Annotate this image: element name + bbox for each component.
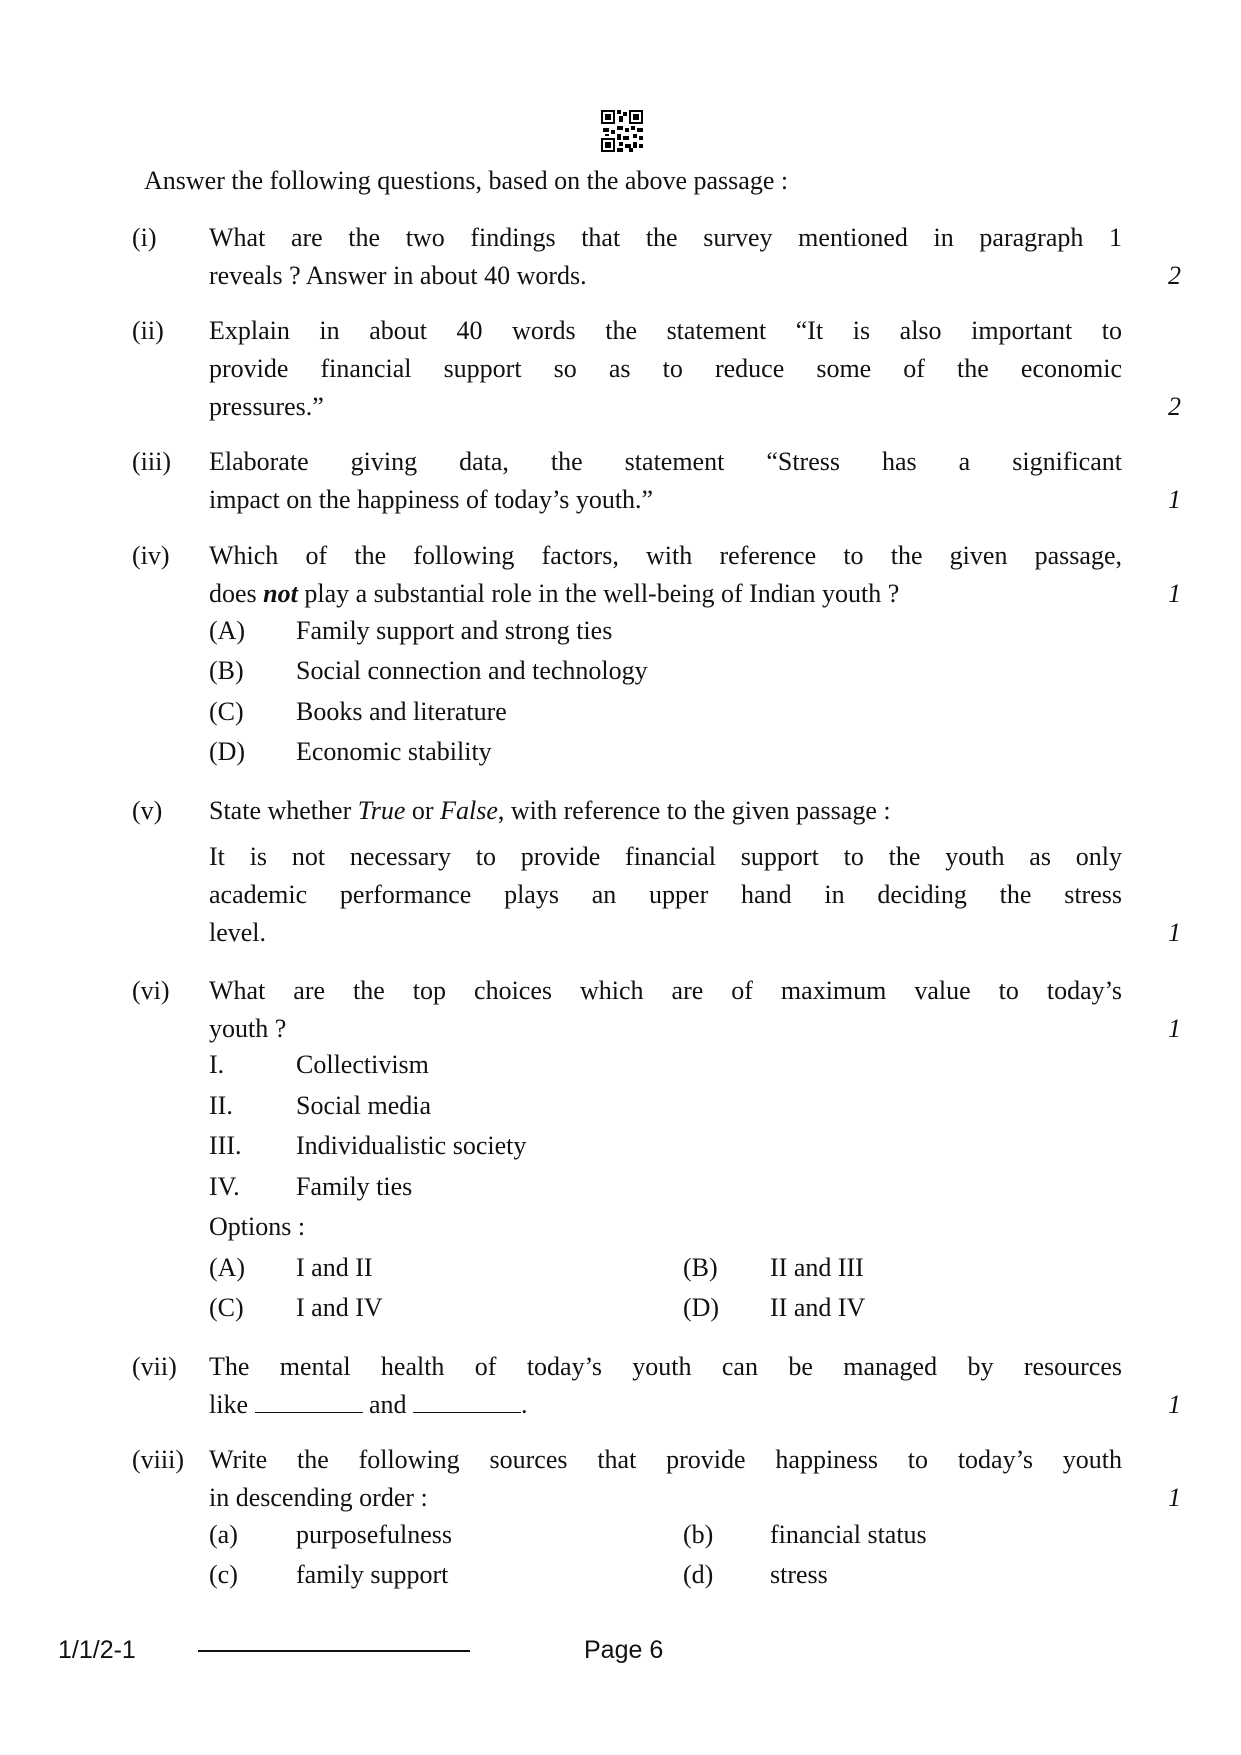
item-label: I. [209,1050,225,1079]
option-label: (D) [209,737,246,766]
fill-blank-1[interactable] [255,1386,363,1413]
marks: 1 [1168,485,1181,514]
option-label: (B) [209,656,244,685]
question-number: (v) [132,796,163,825]
marks: 1 [1168,1014,1181,1043]
option-text: Family support and strong ties [296,616,613,645]
question-number: (vi) [132,976,170,1005]
question-text: What are the top choices which are of maximum value to today’s [209,976,1122,1005]
text-segment: or [405,796,441,825]
footer-divider [198,1650,470,1652]
option-text: II and III [770,1253,864,1282]
question-text: Elaborate giving data, the statement “Stress has a significant [209,447,1122,476]
option-text: I and IV [296,1293,383,1322]
marks: 1 [1168,1483,1181,1512]
instructions-heading: Answer the following questions, based on the above passage : [144,166,789,195]
fill-blank-2[interactable] [413,1386,521,1413]
question-text: reveals ? Answer in about 40 words. [209,261,587,290]
option-label: (C) [209,1293,244,1322]
item-text: Family ties [296,1172,413,1201]
item-text: Collectivism [296,1050,429,1079]
item-label: II. [209,1091,233,1120]
option-label: (b) [683,1520,714,1549]
emphasis-not: not [263,579,298,608]
text-segment: like [209,1390,248,1419]
question-text: Explain in about 40 words the statement “It is also important to [209,316,1122,345]
option-label: (a) [209,1520,238,1549]
false-word: False [440,796,498,825]
question-number: (ii) [132,316,164,345]
text-segment: play a substantial role in the well-being of Indian youth ? [297,579,900,608]
statement-text: It is not necessary to provide financial support to the youth as only [209,842,1122,871]
item-text: Social media [296,1091,432,1120]
text-segment: does [209,579,264,608]
page-number: Page 6 [584,1636,664,1664]
qr-code-icon [601,110,643,152]
question-text: Which of the following factors, with reference to the given passage, [209,541,1122,570]
option-label: (D) [683,1293,720,1322]
item-label: IV. [209,1172,240,1201]
question-text: The mental health of today’s youth can be managed by resources [209,1352,1122,1381]
statement-text: level. [209,918,267,947]
option-label: (A) [209,616,246,645]
marks: 1 [1168,918,1181,947]
statement-text: academic performance plays an upper hand in deciding the stress [209,880,1122,909]
marks: 1 [1168,579,1181,608]
question-number: (iv) [132,541,170,570]
question-number: (i) [132,223,157,252]
marks: 2 [1168,392,1181,421]
option-label: (C) [209,697,244,726]
question-text: in descending order : [209,1483,428,1512]
option-text: II and IV [770,1293,866,1322]
option-label: (d) [683,1560,714,1589]
question-text: pressures.” [209,392,324,421]
text-segment: . [521,1390,528,1419]
question-number: (viii) [132,1445,184,1474]
options-heading: Options : [209,1212,306,1241]
option-text: Economic stability [296,737,492,766]
option-label: (A) [209,1253,246,1282]
option-label: (B) [683,1253,718,1282]
question-text [209,1386,1122,1424]
option-text: financial status [770,1520,927,1549]
item-text: Individualistic society [296,1131,527,1160]
option-text: family support [296,1560,449,1589]
text-segment: , with reference to the given passage : [497,796,891,825]
true-word: True [357,796,406,825]
marks: 2 [1168,261,1181,290]
question-text [209,575,1122,613]
question-text: What are the two findings that the survey mentioned in paragraph 1 [209,223,1122,252]
option-text: purposefulness [296,1520,452,1549]
option-text: stress [770,1560,828,1589]
paper-code: 1/1/2-1 [58,1636,136,1664]
question-text: youth ? [209,1014,287,1043]
option-text: Social connection and technology [296,656,648,685]
question-number: (iii) [132,447,171,476]
question-number: (vii) [132,1352,177,1381]
question-text: provide financial support so as to reduce some of the economic [209,354,1122,383]
question-text: Write the following sources that provide happiness to today’s youth [209,1445,1122,1474]
question-text: impact on the happiness of today’s youth.” [209,485,654,514]
option-label: (c) [209,1560,238,1589]
option-text: Books and literature [296,697,507,726]
text-segment: State whether [209,796,358,825]
option-text: I and II [296,1253,373,1282]
marks: 1 [1168,1390,1181,1419]
item-label: III. [209,1131,242,1160]
question-text [209,792,1122,830]
text-segment: and [369,1390,407,1419]
